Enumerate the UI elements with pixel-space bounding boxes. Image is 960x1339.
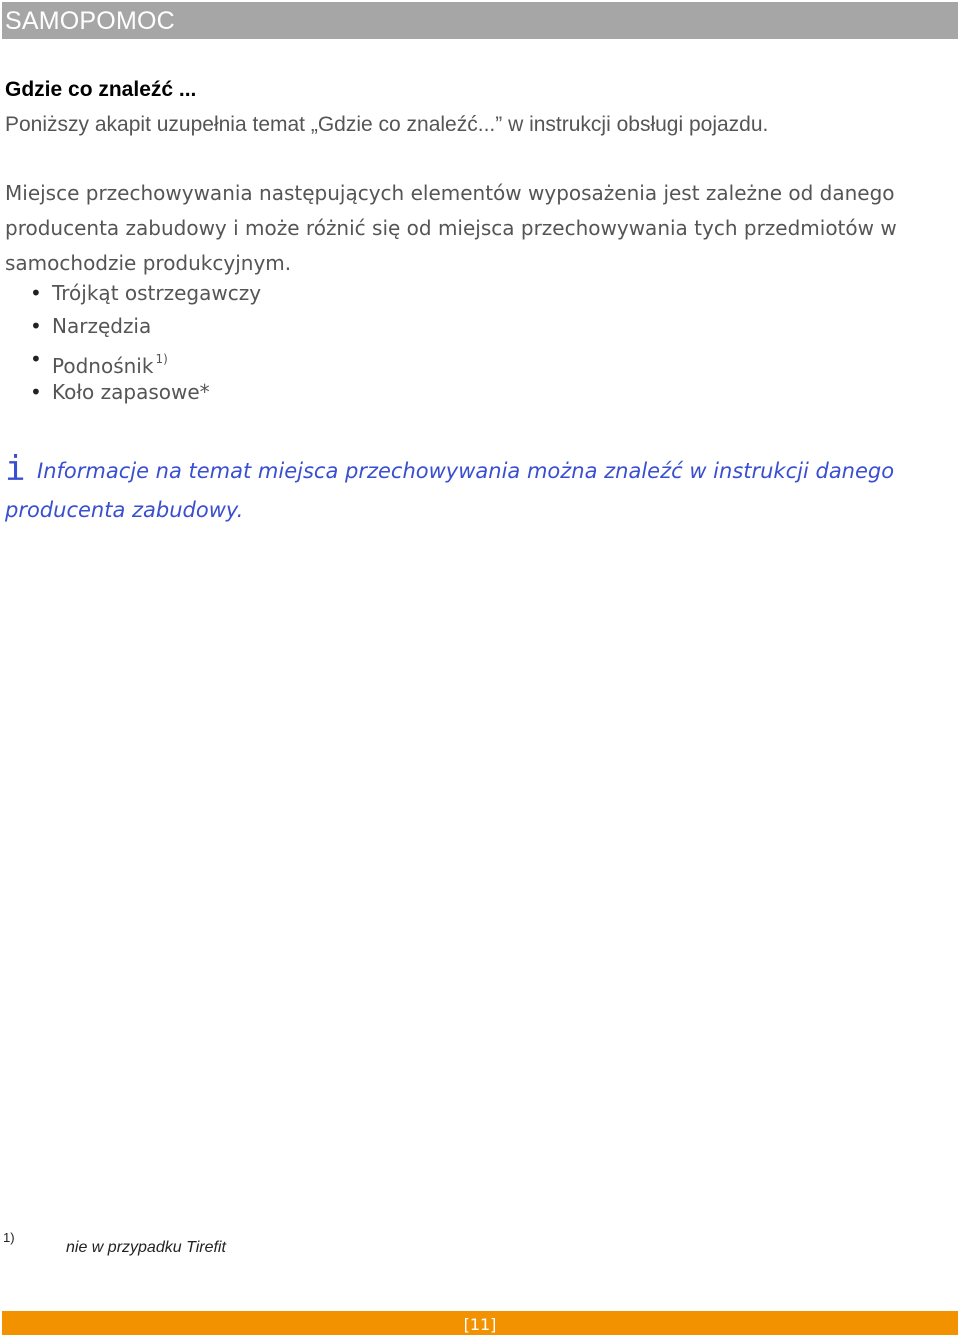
footer-bar	[2, 1311, 958, 1335]
page-number: [11]	[463, 1315, 497, 1334]
list-item	[30, 277, 261, 310]
bullet-icon: •	[30, 347, 42, 371]
list-item-label: Koło zapasowe*	[52, 380, 210, 404]
footnote-marker: 1)	[3, 1230, 15, 1245]
list-item	[30, 376, 261, 409]
section-title: Gdzie co znaleźć ...	[5, 78, 197, 101]
footnote-text: nie w przypadku Tirefit	[66, 1239, 226, 1256]
page-header-title: SAMOPOMOC	[5, 7, 175, 35]
list-item-label: Trójkąt ostrzegawczy	[52, 281, 262, 305]
bullet-icon: •	[30, 314, 42, 338]
footnote-reference: 1)	[155, 352, 168, 366]
section-intro: Poniższy akapit uzupełnia temat „Gdzie co znaleźć...” w instrukcji obsługi pojazdu.	[5, 113, 769, 136]
info-note: Informacje na temat miejsca przechowywania można znaleźć w instrukcji danego producenta zabudowy.	[5, 459, 895, 522]
bullet-icon: •	[30, 281, 42, 305]
header-bar	[2, 2, 958, 39]
bullet-icon: •	[30, 380, 42, 404]
list-item-label: Narzędzia	[52, 314, 152, 338]
equipment-list	[30, 277, 261, 409]
list-item-label: Podnośnik	[52, 354, 154, 378]
list-item	[30, 343, 261, 376]
info-icon: i	[5, 449, 26, 489]
body-paragraph: Miejsce przechowywania następujących elementów wyposażenia jest zależne od danego producenta zabudowy i może różnić się od miejsca przechowywania tych przedmiotów w samochodzie produkcyjnym.	[5, 181, 897, 275]
list-item	[30, 310, 261, 343]
